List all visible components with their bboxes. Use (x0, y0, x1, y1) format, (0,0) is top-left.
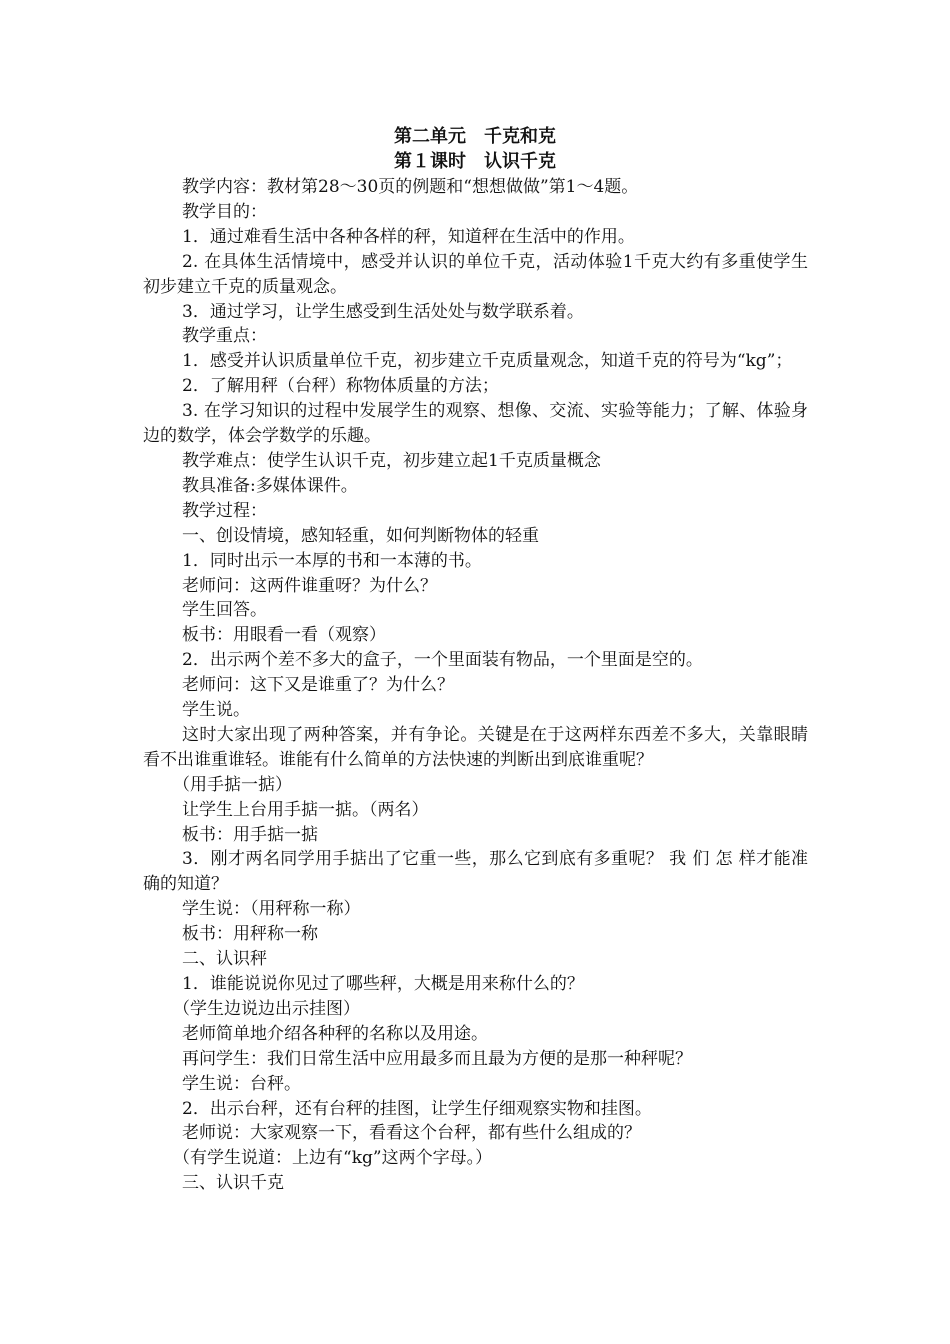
paragraph: 学生回答。 (182, 600, 267, 621)
paragraph: 这时大家出现了两种答案，并有争论。关键是在于这两样东西差不多大，关靠眼睛看不出谁重谁轻。谁能有什么简单的方法快速的判断出到底谁重呢？ (143, 724, 808, 770)
paragraph: 学生说：（用秤称一称） (182, 899, 361, 920)
paragraph: 1．感受并认识质量单位千克，初步建立千克质量观念，知道千克的符号为“kg”； (182, 351, 793, 372)
unit-title: 第二单元 千克和克 (394, 126, 556, 147)
paragraph: 板书：用手掂一掂 (182, 824, 318, 845)
paragraph: 二、认识秤 (182, 949, 267, 970)
title-block (0, 124, 950, 174)
paragraph: 3．通过学习，让学生感受到生活处处与数学联系着。 (182, 301, 584, 322)
paragraph: 2．出示台秤，还有台秤的挂图，让学生仔细观察实物和挂图。 (182, 1098, 652, 1119)
paragraph: （用手掂一掂） (173, 774, 292, 795)
paragraph: 教学内容：教材第28～30页的例题和“想想做做”第1～4题。 (182, 177, 639, 197)
paragraph: （学生边说边出示挂图） (173, 998, 360, 1019)
paragraph: 教学目的： (182, 201, 267, 222)
paragraph: 板书：用眼看一看（观察） (182, 625, 386, 646)
paragraph: 板书：用秤称一称 (182, 924, 318, 945)
document-body (143, 175, 808, 1196)
lesson-title: 第１课时 认识千克 (394, 151, 556, 172)
paragraph: 老师问：这下又是谁重了？为什么？ (182, 675, 454, 696)
paragraph: 三、认识千克 (182, 1173, 284, 1194)
paragraph: 教具准备:多媒体课件。 (182, 475, 358, 496)
paragraph: 3. 在学习知识的过程中发展学生的观察、想像、交流、实验等能力；了解、体验身边的数学，体会学数学的乐趣。 (143, 401, 808, 447)
paragraph: 一、创设情境，感知轻重，如何判断物体的轻重 (182, 525, 539, 546)
paragraph: 学生说：台秤。 (182, 1073, 301, 1094)
paragraph: 教学难点：使学生认识千克，初步建立起1千克质量概念 (182, 450, 601, 471)
paragraph: 1．同时出示一本厚的书和一本薄的书。 (182, 550, 482, 571)
paragraph: 2．了解用秤（台秤）称物体质量的方法； (182, 376, 499, 397)
paragraph: 让学生上台用手掂一掂。（两名） (182, 799, 429, 820)
paragraph: 老师简单地介绍各种秤的名称以及用途。 (182, 1023, 488, 1044)
paragraph: 学生说。 (182, 700, 250, 721)
paragraph: 1．通过难看生活中各种各样的秤，知道秤在生活中的作用。 (182, 226, 635, 247)
paragraph: 1．谁能说说你见过了哪些秤，大概是用来称什么的？ (182, 974, 584, 994)
paragraph: 老师说：大家观察一下，看看这个台秤，都有些什么组成的？ (182, 1123, 641, 1144)
paragraph: 再问学生：我们日常生活中应用最多而且最为方便的是那一种秤呢？ (182, 1048, 692, 1069)
paragraph: 老师问：这两件谁重呀？为什么？ (182, 575, 437, 596)
paragraph: 教学重点： (182, 326, 267, 347)
paragraph: 2. 在具体生活情境中，感受并认识的单位千克，活动体验1千克大约有多重使学生初步建立千克的质量观念。 (143, 251, 808, 297)
paragraph: 教学过程： (182, 500, 267, 521)
paragraph: 3．刚才两名同学用手掂出了它重一些，那么它到底有多重呢？ 我 们 怎 样才能准确的知道？ (143, 849, 808, 895)
paragraph: （有学生说道：上边有“kg”这两个字母。） (173, 1148, 493, 1169)
paragraph: 2．出示两个差不多大的盒子，一个里面装有物品，一个里面是空的。 (182, 650, 703, 671)
